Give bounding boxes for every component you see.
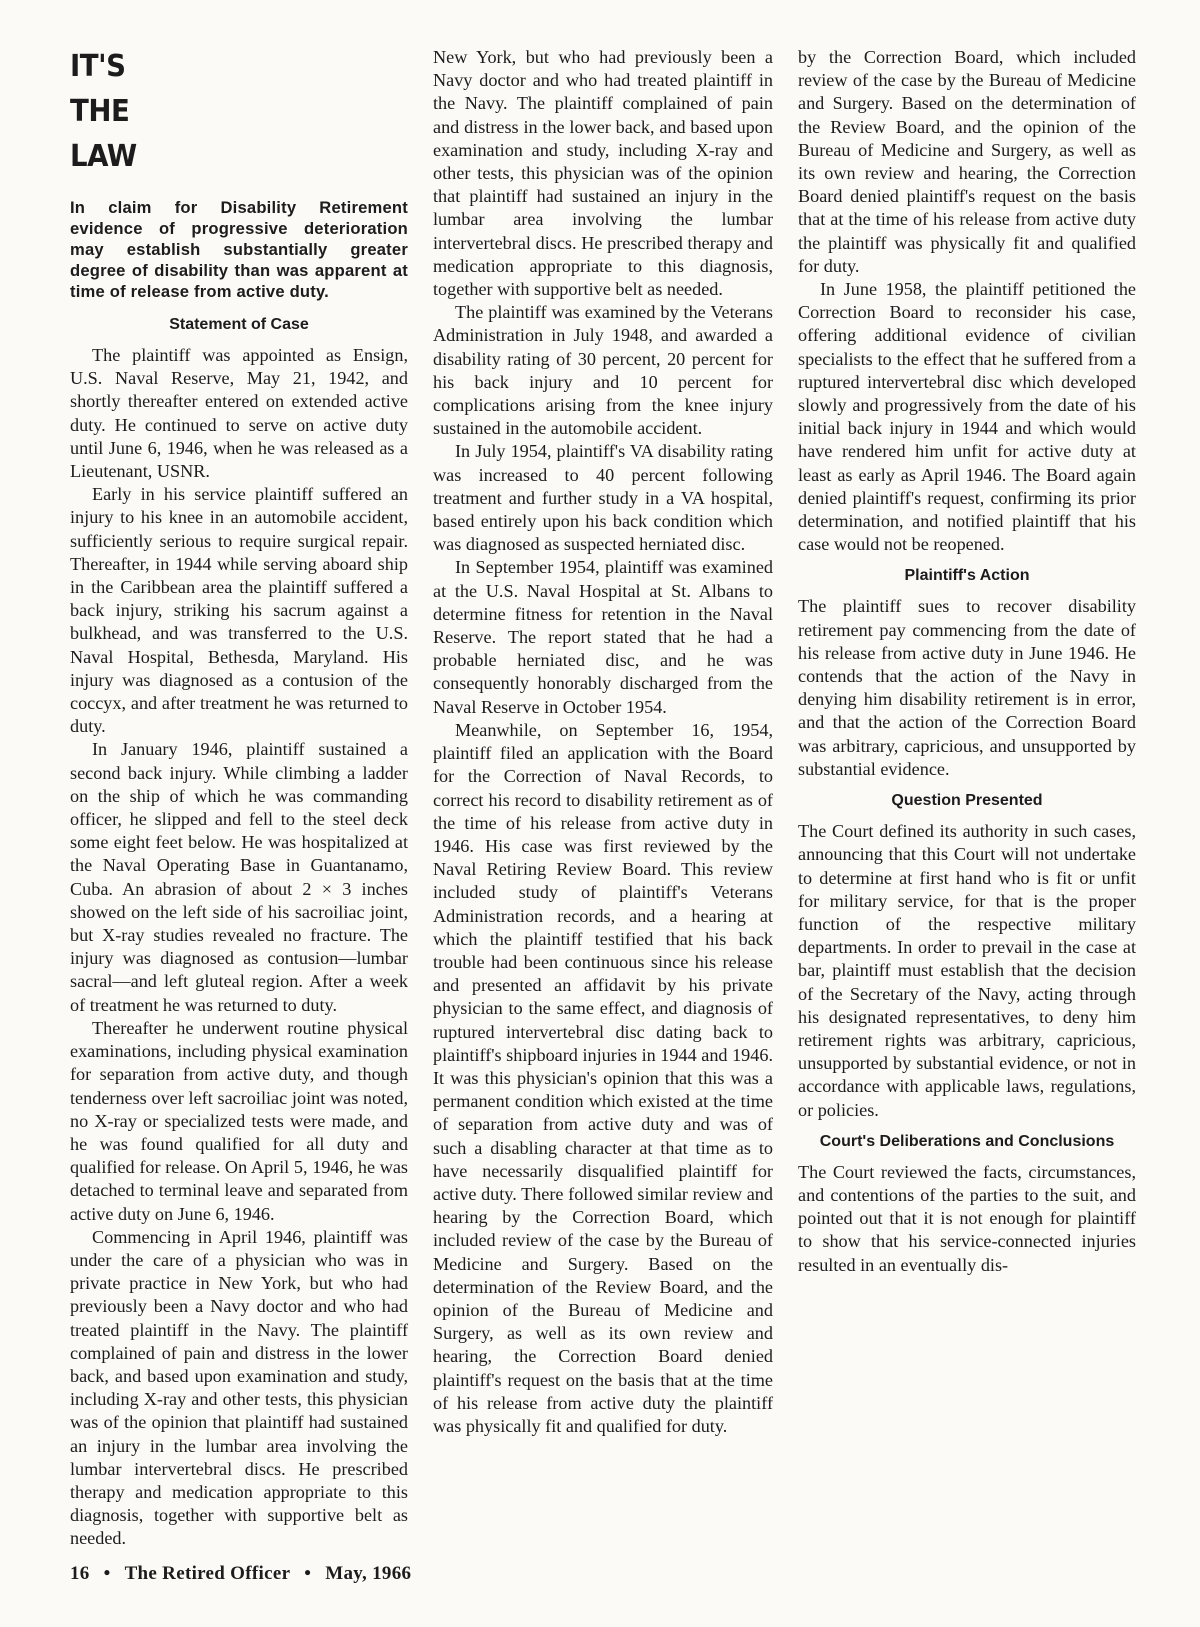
heading-deliberations: Court's Deliberations and Conclusions bbox=[819, 1132, 1115, 1150]
magazine-name: The Retired Officer bbox=[124, 1563, 291, 1584]
paragraph: Thereafter he underwent routine physical examinations, including physical examination for separation from active duty, and though tenderness over left sacroiliac joint was noted, no X-ray or specialized tests were made, and he was found qualified for all duty and qualified for release. On April 5, 1946, he was detached to terminal leave and separated from active duty on June 6, 1946. bbox=[70, 1017, 408, 1224]
paragraph: Early in his service plaintiff suffered an injury to his knee in an automobile accident, sufficiently serious to require surgical repair. Thereafter, in 1944 while serving aboard ship in the Caribbean area the plaintiff suffered a back injury, striking his sacrum against a bulkhead, and was transferred to the U.S. Naval Hospital, Bethesda, Maryland. His injury was diagnosed as a contusion of the coccyx, and after treatment he was returned to duty. bbox=[70, 484, 408, 737]
column-1 bbox=[70, 44, 408, 1549]
paragraph: In January 1946, plaintiff sustained a second back injury. While climbing a ladder on the ship of which he was commanding officer, he slipped and fell to the steel deck some eight feet below. He was hospitalized at the Naval Operating Base in Guantanamo, Cuba. An abrasion of about 2 × 3 inches showed on the left side of his sacroiliac joint, but X-ray studies revealed no fracture. The injury was diagnosed as contusion—lumbar sacral—and left gluteal region. After a week of treatment he was returned to duty. bbox=[70, 739, 408, 1015]
paragraph-continued: by the Correction Board, which included review of the case by the Bureau of Medicine and Surgery. Based on the determination of the Review Board, and the opinion of the Bureau of Medicine and Surgery, as well as its own review and hearing, the Correction Board denied plaintiff's request on the basis that at the time of his release from active duty the plaintiff was physically fit and qualified for duty. bbox=[798, 47, 1136, 276]
heading-statement-of-case: Statement of Case bbox=[169, 316, 309, 333]
bullet-separator: • bbox=[304, 1563, 312, 1584]
paragraph: The plaintiff was examined by the Veterans Administration in July 1948, and awarded a disability rating of 30 percent, 20 percent for his back injury and 10 percent for complications arising from the knee injury sustained in the automobile accident. bbox=[433, 302, 773, 439]
heading-question-presented: Question Presented bbox=[891, 792, 1043, 810]
paragraph: The plaintiff sues to recover disability retirement pay commencing from the date of his release from active duty in June 1946. He contends that the action of the Navy in denying him disability retirement is in error, and that the action of the Correction Board was arbitrary, capricious, and unsupported by substantial evidence. bbox=[798, 596, 1136, 779]
paragraph: Meanwhile, on September 16, 1954, plaintiff filed an application with the Board for the Correction of Naval Records, to correct his record to disability retirement as of the time of his release from active duty in 1946. His case was first reviewed by the Naval Retiring Review Board. This review included study of plaintiff's Veterans Administration records, and a hearing at which the plaintiff testified that his back trouble had been continuous since his release and presented an affidavit by his private physician to the same effect, and diagnosis of ruptured intervertebral disc dating back to plaintiff's shipboard injuries in 1944 and 1946. It was this physician's opinion that this was a permanent condition which existed at the time of separation from active duty and was of such a disabling character at that time as to have necessarily disqualified plaintiff for active duty. There followed similar review and hearing by the Correction Board, which included review of the case by the Bureau of Medicine and Surgery. Based on the determination of the Review Board, and the opinion of the Bureau of Medicine and Surgery, as well as its own review and hearing, the Correction Board denied plaintiff's request on the basis that at the time of his release from active duty the plaintiff was physically fit and qualified for duty. bbox=[433, 719, 773, 1436]
paragraph: In September 1954, plaintiff was examined at the U.S. Naval Hospital at St. Albans to determine fitness for retention in the Naval Reserve. The report stated that he had a probable herniated disc, and he was consequently honorably discharged from the Naval Reserve in October 1954. bbox=[433, 557, 773, 717]
page-number: 16 bbox=[70, 1563, 90, 1584]
paragraph: In July 1954, plaintiff's VA disability rating was increased to 40 percent following treatment and further study in a VA hospital, based entirely upon his back condition which was diagnosed as suspected herniated disc. bbox=[433, 441, 773, 555]
paragraph-continued: New York, but who had previously been a Navy doctor and who had treated plaintiff in the Navy. The plaintiff complained of pain and distress in the lower back, and based upon examination and study, including X-ray and other tests, this physician was of the opinion that plaintiff had sustained an injury in the lumbar area involving the lumbar intervertebral discs. He prescribed therapy and medication appropriate to this diagnosis, together with supportive belt as needed. bbox=[433, 47, 773, 300]
paragraph: Commencing in April 1946, plaintiff was under the care of a physician who was in private practice in New York, but who had previously been a Navy doctor and who had treated plaintiff in the Navy. The plaintiff complained of pain and distress in the lower back, and based upon examination and study, including X-ray and other tests, this physician was of the opinion that plaintiff had sustained an injury in the lumbar area involving the lumbar intervertebral discs. He prescribed therapy and medication appropriate to this diagnosis, together with supportive belt as needed. bbox=[70, 1226, 408, 1549]
paragraph: The Court defined its authority in such cases, announcing that this Court will not undertake to determine at first hand who is fit or unfit for military service, for that is the proper function of the respective military departments. In order to prevail in the case at bar, plaintiff must establish that the decision of the Secretary of the Navy, acting through his designated representatives, to deny him retirement rights was arbitrary, capricious, unsupported by substantial evidence, or not in accordance with applicable laws, regulations, or policies. bbox=[798, 821, 1136, 1120]
title-line-1: IT'S bbox=[70, 49, 126, 84]
bullet-separator: • bbox=[103, 1563, 111, 1584]
column-3 bbox=[798, 46, 1136, 1277]
column-2 bbox=[433, 46, 773, 1436]
paragraph: The plaintiff was appointed as Ensign, U.S. Naval Reserve, May 21, 1942, and shortly thereafter entered on extended active duty. He continued to serve on active duty until June 6, 1946, when he was released as a Lieutenant, USNR. bbox=[70, 345, 408, 482]
issue-date: May, 1966 bbox=[325, 1563, 412, 1584]
page-title bbox=[70, 44, 381, 179]
title-line-3: LAW bbox=[70, 139, 137, 174]
paragraph: In June 1958, the plaintiff petitioned the Correction Board to reconsider his case, offering additional evidence of civilian specialists to the effect that he suffered from a ruptured intervertebral disc which developed slowly and progressively from the date of his initial back injury in 1944 and which would have rendered him unfit for active duty at least as early as April 1946. The Board again denied plaintiff's request, confirming its prior determination, and notified plaintiff that his case would not be reopened. bbox=[798, 279, 1136, 555]
heading-plaintiffs-action: Plaintiff's Action bbox=[904, 567, 1030, 585]
article-summary: In claim for Disability Retirement evidence of progressive deterioration may establish substantially greater degree of disability than was apparent at time of release from active duty. bbox=[70, 198, 408, 301]
title-line-2: THE bbox=[70, 94, 130, 129]
page-footer bbox=[70, 1563, 411, 1585]
paragraph: The Court reviewed the facts, circumstances, and contentions of the parties to the suit, and pointed out that it is not enough for plaintiff to show that his service-connected injuries resulted in an eventually dis- bbox=[798, 1161, 1136, 1275]
